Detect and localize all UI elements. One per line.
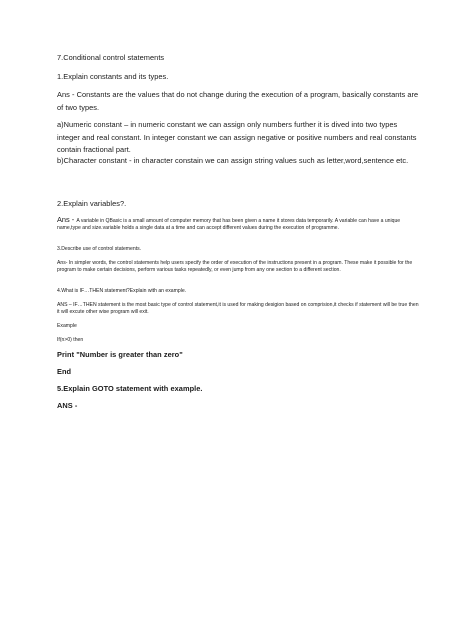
question-1: 1.Explain constants and its types. xyxy=(57,72,169,81)
answer-5: ANS - xyxy=(57,401,78,410)
code-end-line: End xyxy=(57,367,72,376)
answer-1-numeric-constant: a)Numeric constant – in numeric constant we can assign only numbers further it is dived into two types integer and real constant. In integer constant we can assign negative or positive numbers and real constants contain fractional part. xyxy=(57,120,417,155)
code-if-line: If(n>0) then xyxy=(57,337,84,343)
answer-2-text: A variable in QBasic is a small amount of computer memory that has been given a name it stores data temporarily. A variable can have a unique name,type and size.variable holds a single data at a time and can accept different values during the execution of programme. xyxy=(57,218,401,232)
answer-2-label: Ans - xyxy=(57,215,77,224)
code-print-line: Print "Number is greater than zero" xyxy=(57,350,183,359)
question-4: 4.What is IF…THEN statement?Explain with an example. xyxy=(57,288,187,294)
question-2: 2.Explain variables?. xyxy=(57,199,127,208)
answer-4: ANS – IF…THEN statement is the most basic type of control statement,it is used for making desigion based on comprision,it checks if statement will be true then it will excute other wise program will exit. xyxy=(57,302,419,316)
answer-2 xyxy=(57,216,419,232)
section-heading: 7.Conditional control statements xyxy=(57,53,165,62)
answer-1: Ans - Constants are the values that do not change during the execution of a program, basically constants are of two types. xyxy=(57,90,419,112)
answer-1-character-constant: b)Character constant - in character constain we can assign string values such as letter,word,sentence etc. xyxy=(57,156,409,165)
answer-3: Ans- In simpler words, the control statements help users specify the order of execution of the instructions present in a program. These make it possible for the program to make certain decisions, perform various tasks repeatedly, or even jump from any one section to a different section. xyxy=(57,260,413,274)
example-label: Example xyxy=(57,323,77,329)
question-5: 5.Explain GOTO statement with example. xyxy=(57,384,203,393)
question-3: 3.Describe use of control statements. xyxy=(57,246,142,252)
